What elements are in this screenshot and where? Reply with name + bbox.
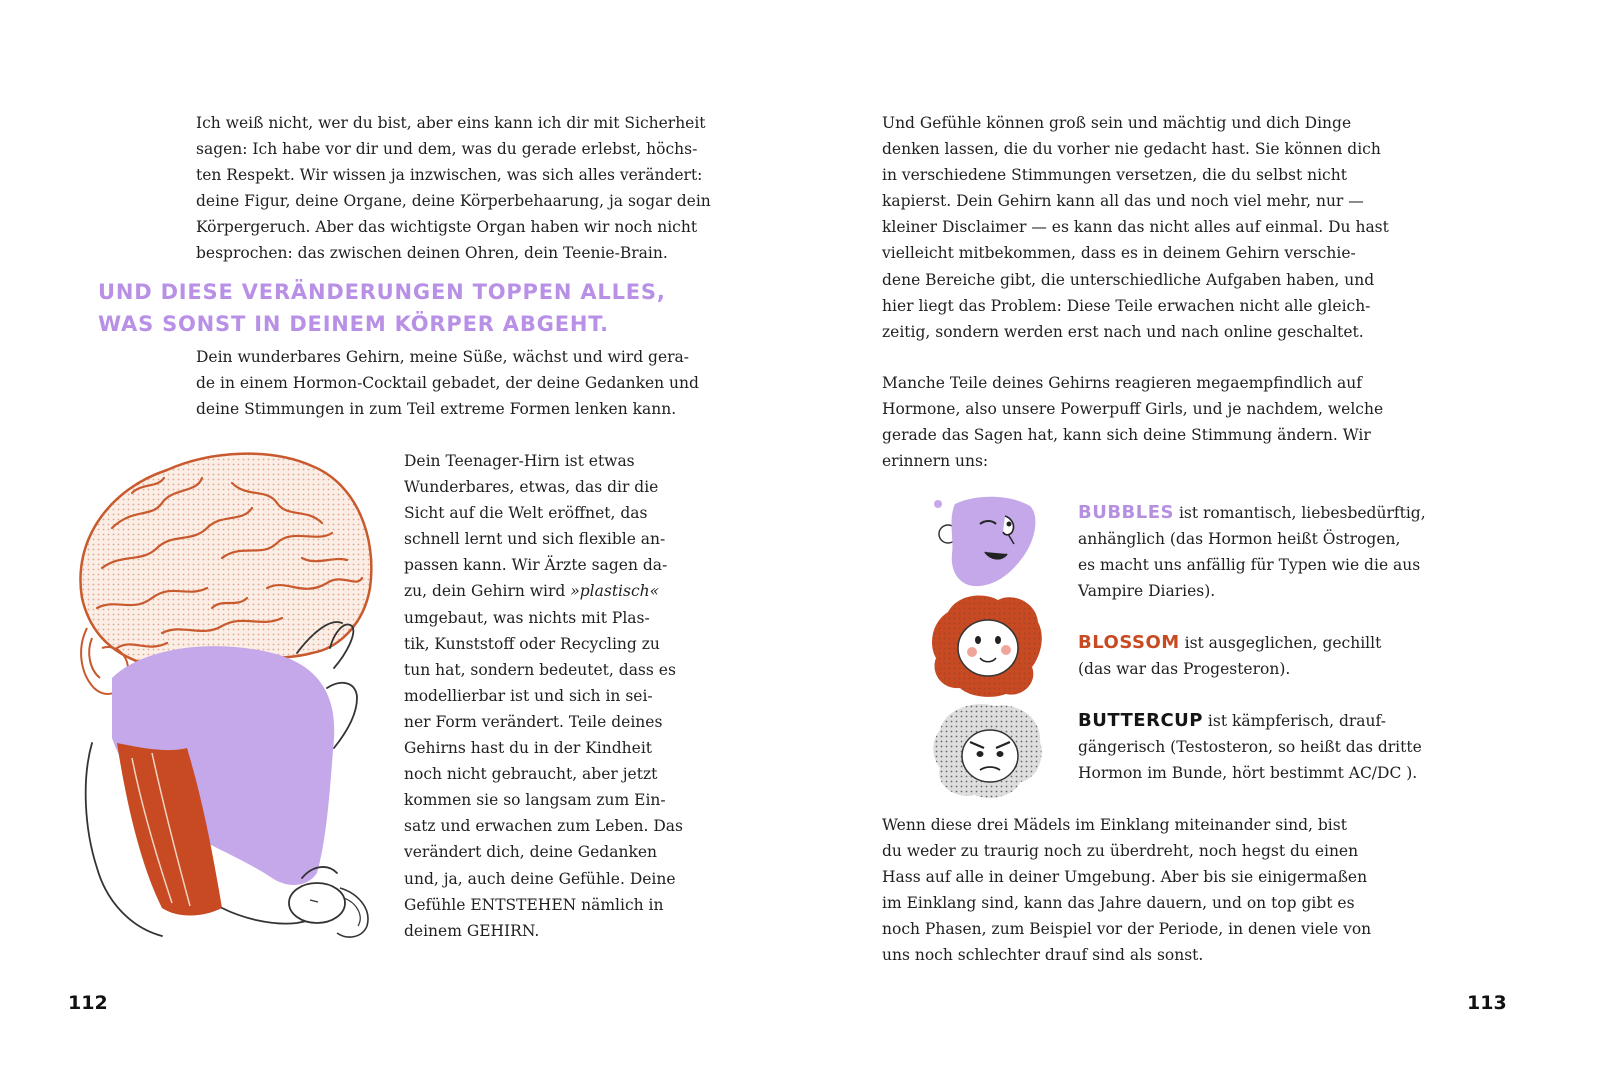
text-line: zeitig, sondern werden erst nach und nach online geschaltet. [882, 322, 1364, 341]
bubbles-face-icon [930, 494, 1042, 590]
text-fragment: ist ausgeglichen, gechillt [1179, 634, 1382, 652]
text-line: und, ja, auch deine Gefühle. Deine [404, 869, 676, 888]
text-line: satz und erwachen zum Leben. Das [404, 817, 683, 836]
text-line: kleiner Disclaimer — es kann das nicht alles auf einmal. Du hast [882, 218, 1389, 237]
bubbles-description [1078, 500, 1458, 604]
text-line: kapierst. Dein Gehirn kann all das und noch viel mehr, nur — [882, 192, 1364, 211]
text-line: du weder zu traurig noch zu überdreht, noch hegst du einen [882, 842, 1359, 861]
text-line: deinem GEHIRN. [404, 921, 540, 940]
text-line: de in einem Hormon-Cocktail gebadet, der deine Gedanken und [196, 374, 699, 393]
text-line: noch Phasen, zum Beispiel vor der Periode, in denen viele von [882, 920, 1372, 939]
heading-line: WAS SONST IN DEINEM KÖRPER ABGEHT. [98, 312, 609, 336]
text-line: Wunderbares, etwas, das dir die [404, 478, 659, 497]
text-line: im Einklang sind, kann das Jahre dauern, und on top gibt es [882, 894, 1355, 913]
text-line: Dein Teenager-Hirn ist etwas [404, 452, 635, 470]
text-line: es macht uns anfällig für Typen wie die aus [1078, 556, 1421, 575]
text-line: ten Respekt. Wir wissen ja inzwischen, was sich alles verändert: [196, 166, 703, 185]
text-line: Manche Teile deines Gehirns reagieren megaempfindlich auf [882, 374, 1362, 392]
text-line: Hormone, also unsere Powerpuff Girls, und je nachdem, welche [882, 400, 1384, 419]
brain-girl-illustration [72, 448, 382, 948]
text-line: Hormon im Bunde, hört bestimmt AC/DC ). [1078, 764, 1418, 783]
text-line: Wenn diese drei Mädels im Einklang miteinander sind, bist [882, 816, 1347, 834]
bubbles-name: BUBBLES [1078, 502, 1175, 523]
right-paragraph-3 [882, 812, 1442, 969]
text-line: erinnern uns: [882, 452, 989, 471]
text-line: vielleicht mitbekommen, dass es in deinem Gehirn verschie- [882, 244, 1356, 263]
text-line: schnell lernt und sich flexible an- [404, 530, 666, 549]
blossom-name: BLOSSOM [1078, 632, 1180, 653]
text-line: noch nicht gebraucht, aber jetzt [404, 765, 658, 784]
text-line: tik, Kunststoff oder Recycling zu [404, 634, 660, 653]
blossom-description [1078, 630, 1458, 682]
text-line: verändert dich, deine Gedanken [404, 843, 658, 862]
text-line: in verschiedene Stimmungen versetzen, die du selbst nicht [882, 166, 1347, 185]
page-number-right: 113 [1467, 992, 1507, 1014]
buttercup-face-icon [930, 700, 1048, 804]
text-line: passen kann. Wir Ärzte sagen da- [404, 556, 668, 575]
text-line: sagen: Ich habe vor dir und dem, was du gerade erlebst, höchs- [196, 140, 698, 159]
text-line: besprochen: das zwischen deinen Ohren, dein Teenie-Brain. [196, 244, 668, 263]
column-paragraph [404, 448, 704, 944]
text-line: hier liegt das Problem: Diese Teile erwachen nicht alle gleich- [882, 296, 1371, 315]
text-line: tun hat, sondern bedeutet, dass es [404, 660, 676, 679]
text-fragment: ist kämpferisch, drauf- [1202, 712, 1386, 730]
text-line: (das war das Progesteron). [1078, 660, 1291, 679]
text-line: modellierbar ist und sich in sei- [404, 686, 653, 705]
italic-term: »plastisch« [570, 582, 660, 601]
text-line [404, 578, 704, 604]
text-line: anhänglich (das Hormon heißt Östrogen, [1078, 530, 1401, 549]
text-line [1078, 708, 1458, 734]
second-paragraph [196, 344, 716, 422]
text-line: Gehirns hast du in der Kindheit [404, 739, 653, 758]
text-line: denken lassen, die du vorher nie gedacht hast. Sie können dich [882, 140, 1381, 159]
text-fragment: ist romantisch, liebesbedürftig, [1174, 504, 1426, 522]
intro-paragraph [196, 110, 716, 267]
text-line: Hass auf alle in deiner Umgebung. Aber bis sie einigermaßen [882, 868, 1368, 887]
text-line: Gefühle ENTSTEHEN nämlich in [404, 895, 664, 914]
text-line [1078, 500, 1458, 526]
right-paragraph-2 [882, 370, 1442, 474]
page-number-left: 112 [68, 992, 108, 1014]
text-line: Vampire Diaries). [1078, 582, 1216, 601]
text-line: Ich weiß nicht, wer du bist, aber eins kann ich dir mit Sicherheit [196, 114, 706, 132]
text-line: umgebaut, was nichts mit Plas- [404, 608, 650, 627]
text-line [1078, 630, 1458, 656]
text-line: kommen sie so langsam zum Ein- [404, 791, 666, 810]
text-line: deine Stimmungen in zum Teil extreme Formen lenken kann. [196, 400, 677, 419]
text-line: Dein wunderbares Gehirn, meine Süße, wächst und wird gera- [196, 348, 690, 366]
text-line: gerade das Sagen hat, kann sich deine Stimmung ändern. Wir [882, 426, 1371, 445]
buttercup-description [1078, 708, 1458, 786]
text-line: dene Bereiche gibt, die unterschiedliche Aufgaben haben, und [882, 270, 1375, 289]
blossom-face-icon [928, 592, 1046, 700]
text-line: Und Gefühle können groß sein und mächtig und dich Dinge [882, 114, 1352, 132]
text-fragment: zu, dein Gehirn wird [404, 582, 571, 601]
buttercup-name: BUTTERCUP [1078, 710, 1203, 731]
text-line: Körpergeruch. Aber das wichtigste Organ haben wir noch nicht [196, 218, 698, 237]
girl-head [289, 883, 368, 937]
right-paragraph-1 [882, 110, 1442, 345]
text-line: uns noch schlechter drauf sind als sonst. [882, 946, 1204, 965]
text-line: gängerisch (Testosteron, so heißt das dritte [1078, 738, 1422, 757]
text-line: ner Form verändert. Teile deines [404, 712, 663, 731]
section-heading [98, 276, 666, 340]
brain-shape [80, 454, 371, 672]
heading-line: UND DIESE VERÄNDERUNGEN TOPPEN ALLES, [98, 280, 666, 304]
text-line: Sicht auf die Welt eröffnet, das [404, 504, 648, 523]
text-line: deine Figur, deine Organe, deine Körperbehaarung, ja sogar dein [196, 192, 711, 211]
